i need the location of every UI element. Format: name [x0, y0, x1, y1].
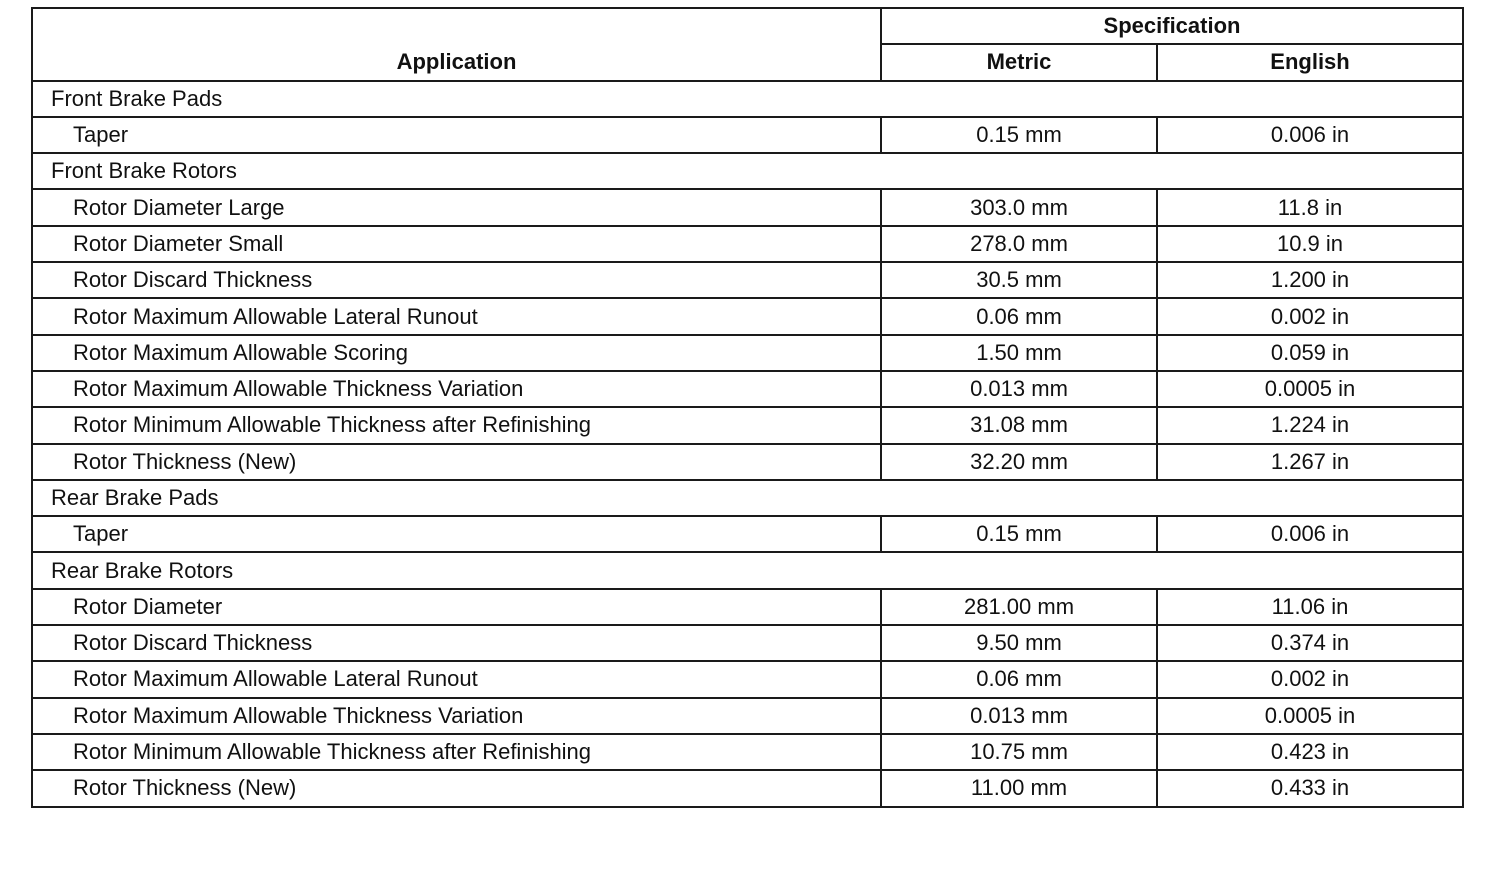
english-value-cell: 10.9 in: [1157, 226, 1463, 262]
application-cell: Taper: [32, 117, 881, 153]
section-row: [32, 480, 1463, 516]
metric-value-cell: 303.0 mm: [881, 189, 1157, 225]
application-cell: Rotor Diameter Small: [32, 226, 881, 262]
english-value-cell: 0.006 in: [1157, 117, 1463, 153]
metric-value-cell: 10.75 mm: [881, 734, 1157, 770]
table-row: [32, 625, 1463, 661]
table-row: [32, 444, 1463, 480]
english-value-cell: 11.06 in: [1157, 589, 1463, 625]
metric-value-cell: 0.013 mm: [881, 371, 1157, 407]
application-cell: Taper: [32, 516, 881, 552]
metric-value-cell: 11.00 mm: [881, 770, 1157, 806]
english-value-cell: 0.002 in: [1157, 661, 1463, 697]
table-row: [32, 371, 1463, 407]
english-value-cell: 0.059 in: [1157, 335, 1463, 371]
section-title: Rear Brake Pads: [32, 480, 1463, 516]
metric-value-cell: 32.20 mm: [881, 444, 1157, 480]
application-cell: Rotor Maximum Allowable Scoring: [32, 335, 881, 371]
metric-value-cell: 0.15 mm: [881, 117, 1157, 153]
metric-value-cell: 31.08 mm: [881, 407, 1157, 443]
english-value-cell: 0.433 in: [1157, 770, 1463, 806]
application-cell: Rotor Maximum Allowable Thickness Variation: [32, 698, 881, 734]
table-body: [32, 81, 1463, 807]
section-row: [32, 153, 1463, 189]
application-cell: Rotor Maximum Allowable Thickness Variation: [32, 371, 881, 407]
application-cell: Rotor Minimum Allowable Thickness after Refinishing: [32, 734, 881, 770]
english-value-cell: 11.8 in: [1157, 189, 1463, 225]
table-row: [32, 262, 1463, 298]
application-cell: Rotor Minimum Allowable Thickness after Refinishing: [32, 407, 881, 443]
english-value-cell: 0.0005 in: [1157, 371, 1463, 407]
english-column-header: English: [1157, 44, 1463, 80]
english-value-cell: 1.267 in: [1157, 444, 1463, 480]
table-row: [32, 734, 1463, 770]
table-row: [32, 226, 1463, 262]
table-row: [32, 661, 1463, 697]
application-cell: Rotor Discard Thickness: [32, 625, 881, 661]
section-row: [32, 81, 1463, 117]
brake-specification-table: [31, 7, 1464, 808]
specification-column-header: Specification: [881, 8, 1463, 44]
metric-value-cell: 1.50 mm: [881, 335, 1157, 371]
section-row: [32, 552, 1463, 588]
application-cell: Rotor Maximum Allowable Lateral Runout: [32, 298, 881, 334]
application-cell: Rotor Diameter: [32, 589, 881, 625]
section-title: Front Brake Pads: [32, 81, 1463, 117]
table-row: [32, 117, 1463, 153]
table-row: [32, 298, 1463, 334]
table-row: [32, 407, 1463, 443]
metric-value-cell: 0.06 mm: [881, 298, 1157, 334]
table-row: [32, 698, 1463, 734]
header-row-top: [32, 8, 1463, 44]
application-column-header: Application: [32, 8, 881, 81]
metric-value-cell: 30.5 mm: [881, 262, 1157, 298]
application-cell: Rotor Diameter Large: [32, 189, 881, 225]
application-cell: Rotor Discard Thickness: [32, 262, 881, 298]
metric-value-cell: 0.06 mm: [881, 661, 1157, 697]
english-value-cell: 0.002 in: [1157, 298, 1463, 334]
application-cell: Rotor Thickness (New): [32, 444, 881, 480]
metric-column-header: Metric: [881, 44, 1157, 80]
english-value-cell: 0.423 in: [1157, 734, 1463, 770]
table-row: [32, 516, 1463, 552]
table-row: [32, 770, 1463, 806]
metric-value-cell: 0.15 mm: [881, 516, 1157, 552]
english-value-cell: 1.200 in: [1157, 262, 1463, 298]
application-cell: Rotor Thickness (New): [32, 770, 881, 806]
metric-value-cell: 0.013 mm: [881, 698, 1157, 734]
metric-value-cell: 281.00 mm: [881, 589, 1157, 625]
metric-value-cell: 9.50 mm: [881, 625, 1157, 661]
english-value-cell: 1.224 in: [1157, 407, 1463, 443]
application-cell: Rotor Maximum Allowable Lateral Runout: [32, 661, 881, 697]
english-value-cell: 0.374 in: [1157, 625, 1463, 661]
table-row: [32, 335, 1463, 371]
english-value-cell: 0.006 in: [1157, 516, 1463, 552]
metric-value-cell: 278.0 mm: [881, 226, 1157, 262]
table-row: [32, 589, 1463, 625]
section-title: Rear Brake Rotors: [32, 552, 1463, 588]
table-header: [32, 8, 1463, 81]
table-row: [32, 189, 1463, 225]
section-title: Front Brake Rotors: [32, 153, 1463, 189]
english-value-cell: 0.0005 in: [1157, 698, 1463, 734]
